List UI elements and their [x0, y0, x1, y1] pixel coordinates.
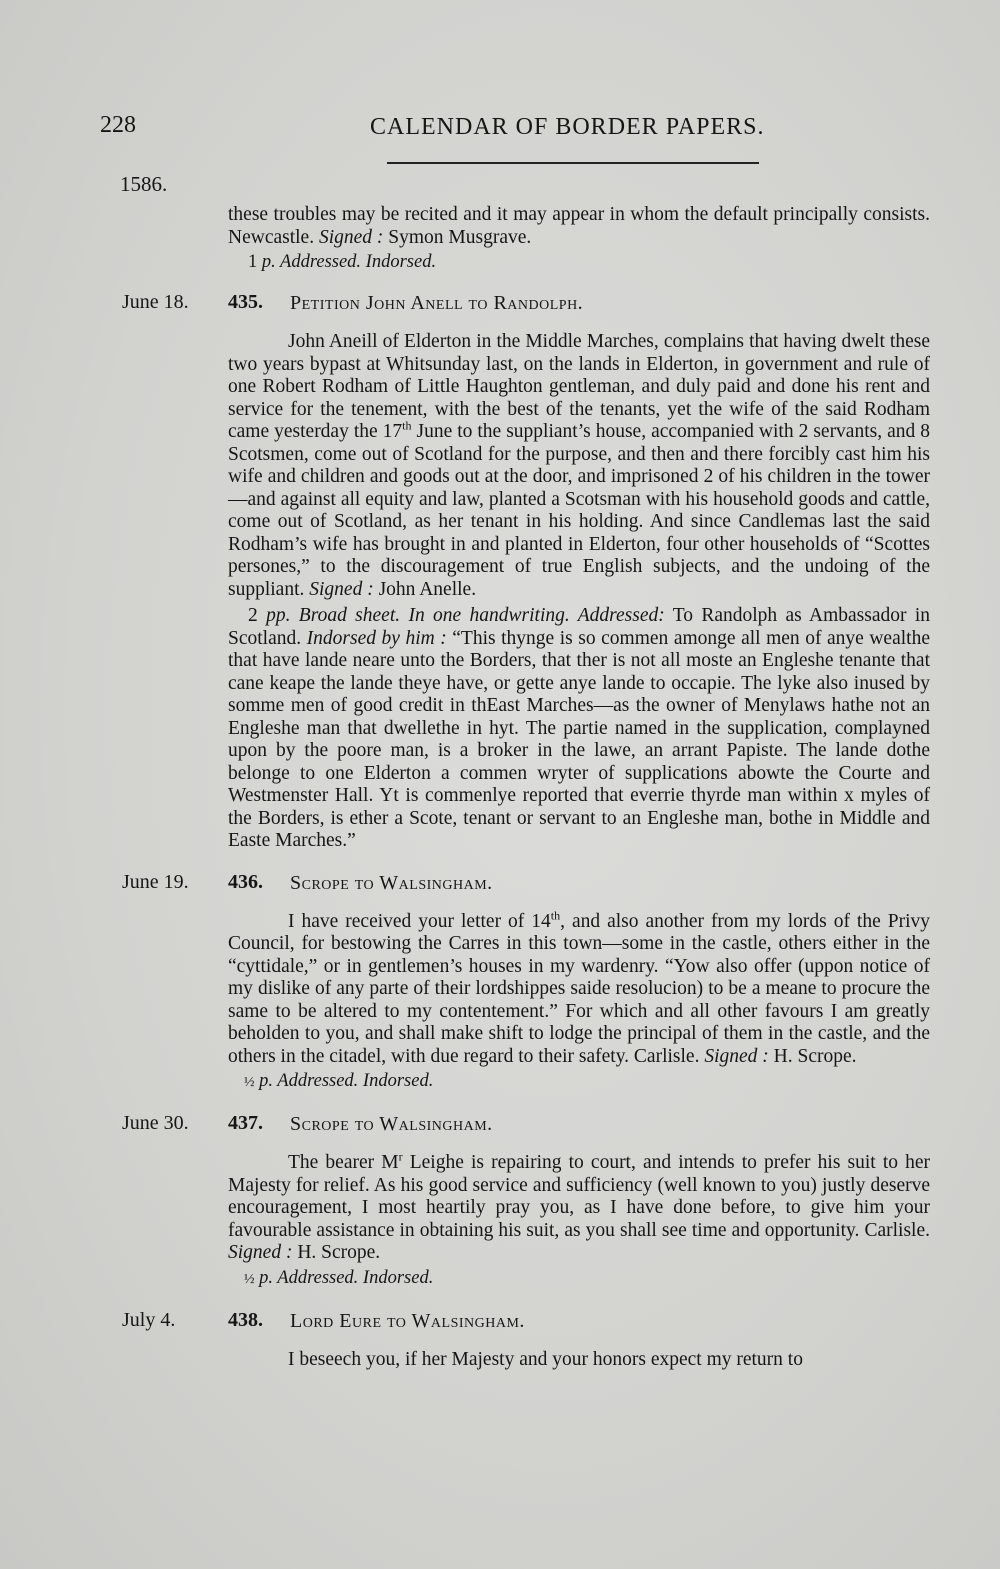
entry-date: June 30.: [122, 1112, 189, 1134]
signatory: Symon Musgrave.: [383, 226, 532, 248]
entry-body: [228, 331, 930, 601]
continuation-paragraph: [228, 204, 930, 249]
entry-title: Scrope to Walsingham.: [290, 1113, 493, 1135]
entry-437: [100, 1112, 930, 1291]
entry-body: [228, 908, 930, 1069]
entry-body: [228, 1349, 930, 1372]
meta-p: p.: [261, 252, 276, 272]
continuation-meta: [228, 251, 930, 273]
entry-heading: [100, 1309, 930, 1345]
page-header: [100, 112, 930, 152]
signed-label: Signed :: [318, 226, 384, 248]
header-rule: [387, 162, 759, 164]
entry-meta: [228, 1267, 930, 1291]
meta-notes: Addressed. Indorsed.: [275, 252, 437, 272]
entry-date: July 4.: [122, 1308, 176, 1331]
signed-label: Signed :: [704, 1045, 769, 1067]
entry-heading: [100, 1112, 930, 1148]
entry-meta: [228, 605, 930, 853]
entry-title: Petition John Anell to Randolph.: [290, 292, 584, 314]
year-label: 1586.: [120, 172, 168, 196]
running-title: CALENDAR OF BORDER PAPERS.: [370, 114, 765, 140]
meta-notes: p. Addressed. Indorsed.: [254, 1267, 434, 1288]
body-text: The bearer M: [288, 1152, 399, 1173]
meta-notes: pp. Broad sheet. In one handwriting. Addressed:: [266, 605, 665, 626]
body-text-cont: , and also another from my lords of the Privy Council, for bestowing the Carres in this town—some in the castle, others either in the “cyttidale,” or in gentlemen’s houses in my wardenry. “Yow also offer (uppon notice of my dislike of any parte of their lordshippes saide resolucion) to be a meane to procure the same to be altered to my contentement.” For which and all other favours I am greatly beholden to you, and shall make shift to lodge the principal of them in the castle, and the others in the citadel, with due regard to their safety. Carlisle.: [228, 910, 930, 1067]
entry-body: [228, 1149, 931, 1265]
meta-fraction: ½: [244, 1271, 255, 1287]
superscript: r: [398, 1149, 403, 1164]
body-text-cont: Leighe is repairing to court, and intends to prefer his suit to her Majesty for relief. As his good service and sufficiency (well known to you) justly deserve encouragement, I most heartily pray you, as I have done before, to give him your favourable assistance in obtaining his suit, as you shall see time and opportunity. Carlisle.: [228, 1152, 931, 1241]
meta-pages: 2: [248, 605, 267, 626]
entry-number: 437.: [228, 1112, 263, 1134]
meta-pages: 1: [248, 252, 262, 272]
entry-438: [100, 1309, 930, 1372]
meta-fraction: ½: [244, 1075, 255, 1090]
entry-number: 438.: [228, 1308, 263, 1331]
signed-label: Signed :: [228, 1242, 293, 1263]
entry-436: [100, 871, 930, 1095]
entry-date: June 19.: [122, 870, 189, 893]
signatory: H. Scrope.: [292, 1242, 381, 1263]
entry-heading: [100, 871, 930, 907]
page-number: 228: [100, 112, 136, 138]
body-text-cont: June to the suppliant’s house, accompanied with 2 servants, and 8 Scotsmen, come out of Scotland for the purpose, and then and there forcibly cast him his wife and children and goods out at the door, and imprisoned 2 of his children in the tower—and against all equity and law, planted a Scotsman with his household goods and cattle, come out of Scotland, as her tenant in his holding. And since Candlemas last the said Rodham’s wife has brought in and planted in Elderton, four other households of “Scottes persones,” to the discouragement of true English subjects, and the undoing of the suppliant.: [228, 421, 930, 600]
entry-meta: [228, 1070, 930, 1094]
entry-435: [100, 291, 930, 853]
meta-notes: p. Addressed. Indorsed.: [254, 1071, 434, 1091]
signatory: H. Scrope.: [768, 1045, 857, 1067]
meta-indorsed: Indorsed by him :: [306, 627, 447, 649]
page-body: [100, 204, 930, 1371]
signatory: John Anelle.: [373, 578, 477, 600]
entry-number: 435.: [228, 291, 263, 313]
entry-number: 436.: [228, 870, 263, 893]
body-text: John Aneill of Elderton in the Middle Marches, complains that having dwelt these two years bypast at Whitsunday last, on the lands in Elderton, in government and rule of one Robert Rodham of Little Haughton gentleman, and duly paid and done his rent and service for the tenement, with the best of the tenants, yet the wife of the said Rodham came yesterday the 17: [228, 331, 930, 442]
entry-date: June 18.: [122, 291, 189, 313]
entry-title: Lord Eure to Walsingham.: [290, 1309, 525, 1332]
superscript: th: [550, 908, 561, 922]
signed-label: Signed :: [309, 578, 374, 600]
meta-quotation: “This thynge is so commen amonge all men of anye wealthe that have lande neare unto the Borders, that ther is not all moste an Engleshe tenante that cane keape the lande theye have, or gette anye lande to occapie. The lyke also inused by somme men of good credit in thEast Marches—as the owner of Menylaws hathe not an Engleshe man that dwellethe in hyt. The partie named in the supplication, complayned upon by the poore man, is a broker in the lawe, an arrant Papiste. The lande dothe belonge to one Elderton a commen wryter of supplications abowte the Courte and Westmenster Hall. Yt is commenlye reported that everrie thyrde man within x myles of the Borders, is ether a Scote, tenant or servant to an Engleshe man, bothe in Middle and Easte Marches.”: [228, 627, 930, 851]
entry-heading: [100, 291, 930, 327]
continuation-text: these troubles may be recited and it may appear in whom the default principally consists. Newcastle.: [228, 204, 930, 248]
body-text: I have received your letter of 14: [288, 910, 551, 932]
body-text: I beseech you, if her Majesty and your honors expect my return to: [288, 1348, 803, 1370]
superscript: th: [402, 418, 412, 433]
entry-title: Scrope to Walsingham.: [290, 871, 493, 894]
meta-addressee: To Randolph as Ambassador in Scotland.: [228, 605, 931, 649]
